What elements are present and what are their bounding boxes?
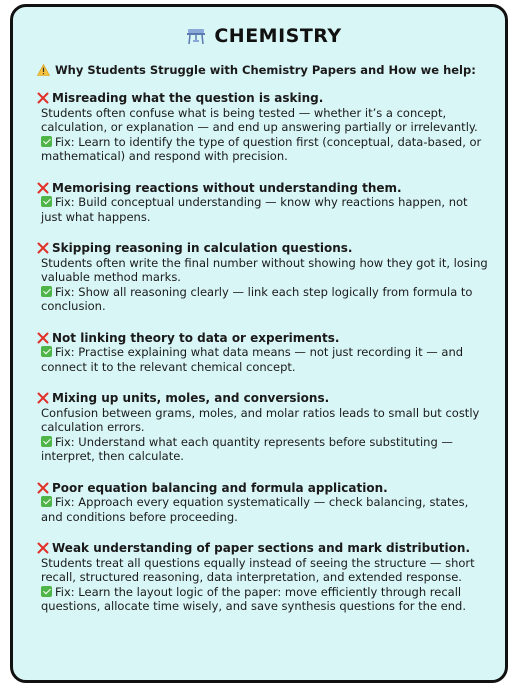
subtitle xyxy=(37,63,491,77)
problem-list xyxy=(37,91,491,614)
fix-text xyxy=(37,495,491,524)
cross-mark-icon xyxy=(37,182,49,194)
problem-description: Students treat all questions equally instead of seeing the structure — short recall, structured reasoning, data interpretation, and extended response. xyxy=(41,555,475,584)
problem-heading-text: Skipping reasoning in calculation questions. xyxy=(52,241,353,255)
list-item xyxy=(37,481,491,525)
fix-text-content: Fix: Understand what each quantity represents before substituting — interpret, then calculate. xyxy=(41,434,453,463)
fix-text xyxy=(37,585,491,614)
fix-text-content: Fix: Show all reasoning clearly — link each step logically from formula to conclusion. xyxy=(41,284,473,313)
problem-heading xyxy=(37,331,491,346)
check-mark-icon xyxy=(41,286,52,297)
list-item xyxy=(37,91,491,164)
cross-mark-icon xyxy=(37,242,49,254)
title-text: CHEMISTRY xyxy=(214,25,342,47)
fix-text xyxy=(37,345,491,374)
fix-text xyxy=(37,435,491,464)
list-item xyxy=(37,241,491,314)
fix-text-content: Fix: Approach every equation systematically — check balancing, states, and conditions before proceeding. xyxy=(41,495,469,524)
list-item xyxy=(37,391,491,464)
check-mark-icon xyxy=(41,496,52,507)
problem-heading-text: Misreading what the question is asking. xyxy=(52,91,324,105)
problem-heading xyxy=(37,91,491,106)
problem-heading xyxy=(37,181,491,196)
subtitle-text: Why Students Struggle with Chemistry Papers and How we help: xyxy=(55,63,476,77)
fix-text-content: Fix: Learn to identify the type of question first (conceptual, data-based, or mathematical) and respond with precision. xyxy=(41,134,482,163)
check-mark-icon xyxy=(41,136,52,147)
cross-mark-icon xyxy=(37,332,49,344)
problem-description: Students often write the final number without showing how they got it, losing valuable method marks. xyxy=(41,255,488,284)
cross-mark-icon xyxy=(37,482,49,494)
cross-mark-icon xyxy=(37,92,49,104)
fix-text-content: Fix: Build conceptual understanding — know why reactions happen, not just what happens. xyxy=(41,195,468,224)
check-mark-icon xyxy=(41,196,52,207)
chemistry-card xyxy=(10,4,508,683)
problem-heading-text: Memorising reactions without understanding them. xyxy=(52,180,402,195)
problem-description: Confusion between grams, moles, and molar ratios leads to small but costly calculation errors. xyxy=(41,405,480,434)
warning-icon xyxy=(37,64,50,76)
problem-heading-text: Poor equation balancing and formula application. xyxy=(52,480,388,495)
fix-text-content: Fix: Practise explaining what data means — not just recording it — and connect it to the relevant chemical concept. xyxy=(41,345,464,374)
list-item xyxy=(37,331,491,375)
problem-heading xyxy=(37,541,491,556)
check-mark-icon xyxy=(41,346,52,357)
problem-heading-text: Not linking theory to data or experiments. xyxy=(52,330,340,345)
problem-heading-text: Mixing up units, moles, and conversions. xyxy=(52,391,330,405)
list-item xyxy=(37,181,491,225)
fix-text xyxy=(37,285,491,314)
list-item xyxy=(37,541,491,614)
problem-heading-text: Weak understanding of paper sections and mark distribution. xyxy=(52,541,471,555)
check-mark-icon xyxy=(41,586,52,597)
problem-description: Students often confuse what is being tested — whether it’s a concept, calculation, or explanation — and end up answering partially or irrelevantly. xyxy=(41,105,478,134)
fix-text xyxy=(37,195,491,224)
problem-heading xyxy=(37,481,491,496)
cross-mark-icon xyxy=(37,392,49,404)
problem-heading xyxy=(37,241,491,256)
page-title xyxy=(37,25,491,47)
problem-heading xyxy=(37,391,491,406)
fix-text-content: Fix: Learn the layout logic of the paper: move efficiently through recall questions, allocate time wisely, and save synthesis questions for the end. xyxy=(41,584,466,613)
lab-bench-icon xyxy=(186,27,206,45)
check-mark-icon xyxy=(41,436,52,447)
cross-mark-icon xyxy=(37,542,49,554)
fix-text xyxy=(37,135,491,164)
